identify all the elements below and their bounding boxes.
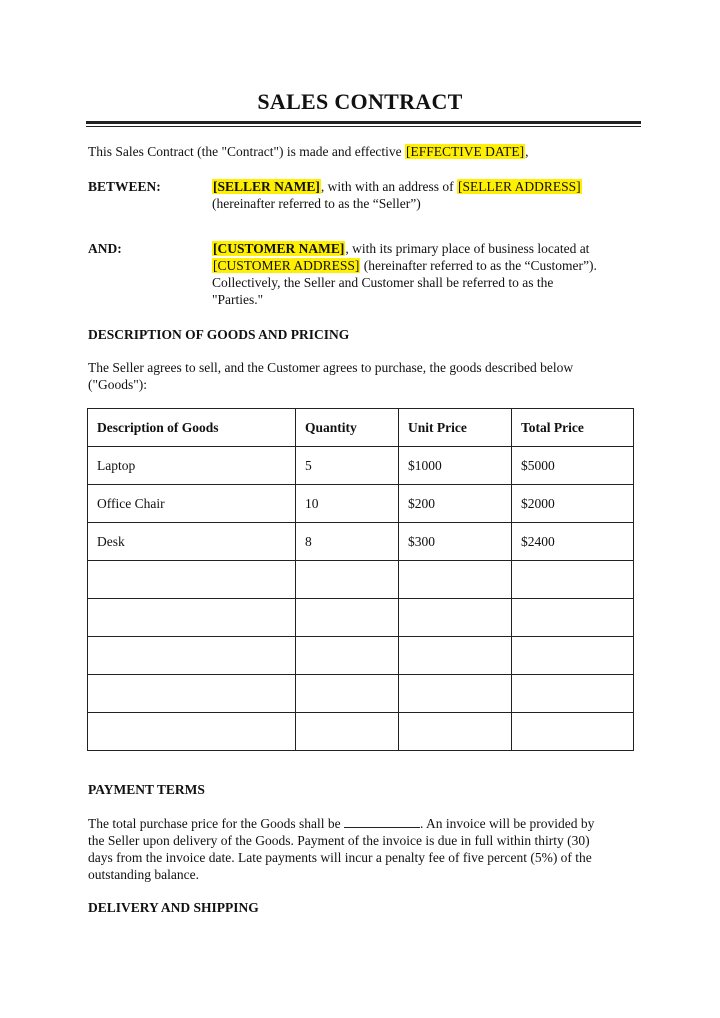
- seller-line-2: (hereinafter referred to as the “Seller”): [212, 196, 421, 211]
- cell-description: Laptop: [88, 447, 296, 485]
- customer-name-placeholder: [CUSTOMER NAME]: [213, 241, 345, 256]
- goods-section-heading: DESCRIPTION OF GOODS AND PRICING: [88, 327, 350, 342]
- cell-unit-price: $300: [399, 523, 512, 561]
- cell-description: [88, 599, 296, 637]
- payment-line-4: outstanding balance.: [88, 867, 199, 882]
- goods-table-header-row: [88, 409, 634, 447]
- column-header-quantity: Quantity: [296, 409, 399, 447]
- purchase-price-blank: [344, 815, 420, 828]
- column-header-description: Description of Goods: [88, 409, 296, 447]
- cell-unit-price: [399, 637, 512, 675]
- table-row: [88, 523, 634, 561]
- delivery-shipping-heading: DELIVERY AND SHIPPING: [88, 900, 259, 915]
- cell-unit-price: [399, 599, 512, 637]
- column-header-total-price: Total Price: [512, 409, 634, 447]
- cell-description: [88, 561, 296, 599]
- table-row: [88, 675, 634, 713]
- and-label: AND:: [88, 241, 122, 256]
- cell-unit-price: $1000: [399, 447, 512, 485]
- cell-total-price: $2400: [512, 523, 634, 561]
- cell-total-price: [512, 713, 634, 751]
- payment-line-1-start: The total purchase price for the Goods shall be: [88, 816, 345, 831]
- goods-intro-paragraph: [88, 359, 633, 393]
- cell-quantity: [296, 675, 399, 713]
- cell-total-price: [512, 675, 634, 713]
- customer-line-4: "Parties.": [212, 292, 264, 307]
- payment-line-3: days from the invoice date. Late payments will incur a penalty fee of five percent (5%) of the: [88, 850, 592, 865]
- payment-terms-paragraph: [88, 815, 633, 883]
- seller-mid-text: , with with an address of: [320, 179, 457, 194]
- cell-unit-price: [399, 675, 512, 713]
- seller-name-placeholder: [SELLER NAME]: [213, 179, 320, 194]
- cell-description: [88, 713, 296, 751]
- cell-quantity: [296, 561, 399, 599]
- intro-suffix: ,: [525, 144, 529, 159]
- seller-details: [212, 178, 632, 212]
- payment-line-1-end: . An invoice will be provided by: [420, 816, 595, 831]
- payment-line-2: the Seller upon delivery of the Goods. Payment of the invoice is due in full within thirty (30): [88, 833, 590, 848]
- column-header-unit-price: Unit Price: [399, 409, 512, 447]
- table-row: [88, 637, 634, 675]
- intro-text: This Sales Contract (the "Contract") is made and effective: [88, 144, 406, 159]
- cell-description: Desk: [88, 523, 296, 561]
- table-row: [88, 485, 634, 523]
- customer-line-1: [212, 240, 632, 257]
- cell-total-price: [512, 561, 634, 599]
- between-label: BETWEEN:: [88, 179, 161, 194]
- payment-terms-heading: PAYMENT TERMS: [88, 782, 205, 797]
- customer-address-placeholder: [CUSTOMER ADDRESS]: [213, 258, 360, 273]
- document-title: SALES CONTRACT: [257, 89, 463, 114]
- customer-mid-text: , with its primary place of business located at: [345, 241, 590, 256]
- cell-quantity: [296, 599, 399, 637]
- intro-paragraph: [88, 143, 633, 160]
- title-rule-thin: [86, 126, 641, 127]
- cell-description: Office Chair: [88, 485, 296, 523]
- cell-unit-price: [399, 561, 512, 599]
- goods-intro-line-1: The Seller agrees to sell, and the Customer agrees to purchase, the goods described below: [88, 360, 574, 375]
- cell-quantity: 5: [296, 447, 399, 485]
- cell-quantity: [296, 713, 399, 751]
- customer-line-2: [212, 257, 632, 274]
- table-row: [88, 599, 634, 637]
- cell-unit-price: $200: [399, 485, 512, 523]
- cell-total-price: $2000: [512, 485, 634, 523]
- payment-line-1: [88, 815, 633, 832]
- goods-intro-line-2: ("Goods"):: [88, 377, 148, 392]
- customer-details: [212, 240, 632, 308]
- table-row: [88, 447, 634, 485]
- table-row: [88, 713, 634, 751]
- cell-total-price: [512, 599, 634, 637]
- title-rule-thick: [86, 121, 641, 124]
- seller-line-1: [212, 178, 632, 195]
- cell-quantity: 10: [296, 485, 399, 523]
- cell-description: [88, 675, 296, 713]
- cell-quantity: [296, 637, 399, 675]
- cell-description: [88, 637, 296, 675]
- cell-total-price: $5000: [512, 447, 634, 485]
- effective-date-placeholder: [EFFECTIVE DATE]: [406, 144, 525, 159]
- cell-total-price: [512, 637, 634, 675]
- customer-after-address: (hereinafter referred to as the “Customer”).: [360, 258, 597, 273]
- cell-unit-price: [399, 713, 512, 751]
- seller-address-placeholder: [SELLER ADDRESS]: [458, 179, 581, 194]
- cell-quantity: 8: [296, 523, 399, 561]
- table-row: [88, 561, 634, 599]
- goods-table: [87, 408, 634, 751]
- customer-line-3: Collectively, the Seller and Customer shall be referred to as the: [212, 275, 554, 290]
